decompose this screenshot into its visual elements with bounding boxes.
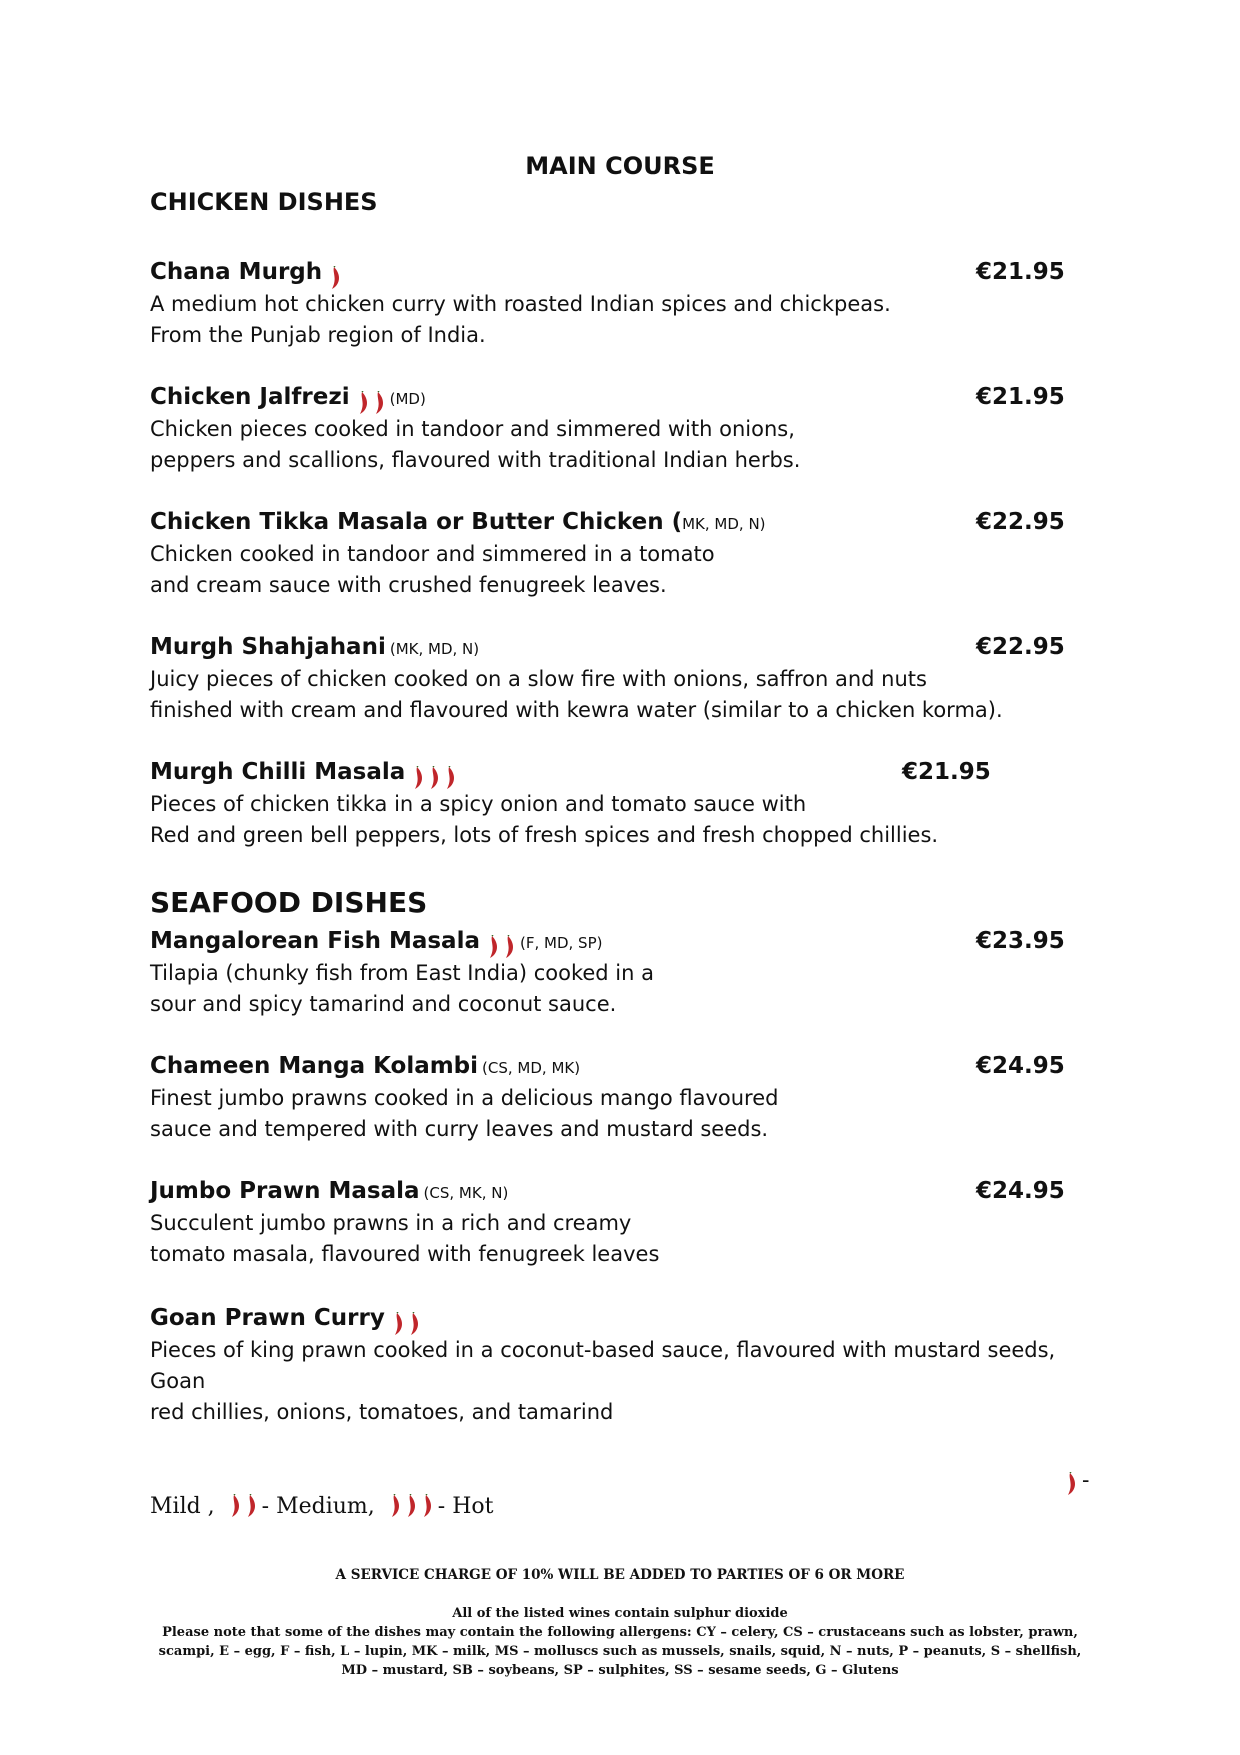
dish-desc-line: sauce and tempered with curry leaves and mustard seeds. (150, 1117, 769, 1141)
spice-legend (150, 1494, 494, 1522)
legend-mild-key (1066, 1468, 1089, 1496)
dish-chicken-tikka-masala (150, 505, 1080, 601)
dish-desc-line: sour and spicy tamarind and coconut sauce. (150, 992, 617, 1016)
dish-price: €21.95 (976, 384, 1065, 410)
dish-murgh-shahjahani (150, 630, 1080, 726)
dish-desc-line: and cream sauce with crushed fenugreek leaves. (150, 573, 667, 597)
chilli-pepper-icon (429, 766, 441, 790)
dish-allergens: (CS, MD, MK) (482, 1059, 581, 1077)
dish-name: Mangalorean Fish Masala (150, 928, 480, 954)
wine-sulphur-note: All of the listed wines contain sulphur dioxide (452, 1606, 788, 1621)
chilli-pepper-icon (406, 1494, 418, 1518)
dish-desc-line: Tilapia (chunky fish from East India) cooked in a (150, 961, 654, 985)
legend-medium: - Medium, (261, 1494, 375, 1519)
allergen-note: Please note that some of the dishes may contain the following allergens: CY – celery, CS – crustaceans such as lobster, prawn, scampi, E – egg, F – fish, L – lupin, MK – milk, MS – molluscs such as mussels, snails, squid, N – nuts, P – peanuts, S – shellfish, MD – mustard, SB – soybeans, SP – sulphites, SS – sesame seeds, G – Glutens (158, 1625, 1082, 1678)
dish-allergens: (F, MD, SP) (520, 934, 603, 952)
chilli-pepper-icon (413, 766, 425, 790)
dish-allergens: (MK, MD, N) (389, 640, 480, 658)
dish-allergens: MK, MD, N) (682, 515, 766, 533)
dish-price: €22.95 (976, 634, 1065, 660)
dish-desc-line: Finest jumbo prawns cooked in a delicious mango flavoured (150, 1086, 779, 1110)
chilli-rating (330, 260, 346, 294)
chilli-rating (230, 1494, 262, 1522)
chilli-pepper-icon (330, 266, 342, 290)
dish-desc-line: peppers and scallions, flavoured with traditional Indian herbs. (150, 448, 801, 472)
chilli-rating (488, 929, 520, 963)
dish-allergens-lead: ( (663, 509, 683, 535)
dish-allergens: (MD) (389, 390, 426, 408)
chilli-pepper-icon (504, 935, 516, 959)
dish-desc-line: Pieces of king prawn cooked in a coconut-based sauce, flavoured with mustard seeds, Goan (150, 1338, 1056, 1393)
allergen-footer (150, 1604, 1090, 1680)
dish-murgh-chilli-masala (150, 755, 1080, 851)
dish-chicken-jalfrezi (150, 380, 1080, 476)
chilli-pepper-icon (409, 1312, 421, 1336)
legend-hot: - Hot (437, 1494, 494, 1519)
chilli-pepper-icon (445, 766, 457, 790)
dish-allergens: (CS, MK, N) (423, 1184, 509, 1202)
dish-price: €24.95 (976, 1178, 1065, 1204)
chilli-pepper-icon (390, 1494, 402, 1518)
chilli-rating (413, 760, 461, 794)
dish-name: Goan Prawn Curry (150, 1305, 385, 1331)
dish-jumbo-prawn-masala (150, 1174, 1080, 1270)
dish-name: Jumbo Prawn Masala (150, 1178, 420, 1204)
chilli-pepper-icon (422, 1494, 434, 1518)
legend-mild: Mild , (150, 1494, 215, 1519)
dish-desc-line: red chillies, onions, tomatoes, and tamarind (150, 1400, 614, 1424)
dish-desc-line: Red and green bell peppers, lots of fresh spices and fresh chopped chillies. (150, 823, 939, 847)
dish-desc-line: Chicken pieces cooked in tandoor and simmered with onions, (150, 417, 795, 441)
chilli-pepper-icon (358, 391, 370, 415)
dish-desc-line: Pieces of chicken tikka in a spicy onion and tomato sauce with (150, 792, 807, 816)
section-title-seafood: SEAFOOD DISHES (150, 886, 428, 919)
dish-name: Chicken Jalfrezi (150, 384, 350, 410)
dish-name: Chicken Tikka Masala or Butter Chicken (150, 509, 664, 535)
chilli-rating (390, 1494, 438, 1522)
dish-chameen-manga-kolambi (150, 1049, 1080, 1145)
chilli-rating (393, 1306, 425, 1340)
dish-desc-line: From the Punjab region of India. (150, 323, 486, 347)
page-title: MAIN COURSE (525, 152, 715, 180)
dish-desc-line: tomato masala, flavoured with fenugreek leaves (150, 1242, 660, 1266)
dish-name: Murgh Chilli Masala (150, 759, 406, 785)
dish-price: €22.95 (976, 509, 1065, 535)
dish-price: €23.95 (976, 928, 1065, 954)
dish-name: Murgh Shahjahani (150, 634, 386, 660)
dish-desc-line: A medium hot chicken curry with roasted Indian spices and chickpeas. (150, 292, 891, 316)
legend-dash: - (1082, 1468, 1090, 1493)
chilli-pepper-icon (1066, 1472, 1078, 1496)
chilli-pepper-icon (393, 1312, 405, 1336)
chilli-rating (1066, 1471, 1082, 1496)
dish-price: €21.95 (902, 759, 991, 785)
section-title-chicken: CHICKEN DISHES (150, 188, 378, 216)
dish-chana-murgh (150, 255, 1080, 351)
dish-name: Chameen Manga Kolambi (150, 1053, 479, 1079)
dish-desc-line: Succulent jumbo prawns in a rich and creamy (150, 1211, 632, 1235)
chilli-pepper-icon (374, 391, 386, 415)
dish-mangalorean-fish-masala (150, 924, 1080, 1020)
dish-goan-prawn-curry (150, 1301, 1080, 1428)
dish-desc-line: Chicken cooked in tandoor and simmered in a tomato (150, 542, 715, 566)
chilli-pepper-icon (488, 935, 500, 959)
chilli-rating (358, 385, 390, 419)
dish-desc-line: finished with cream and flavoured with kewra water (similar to a chicken korma). (150, 698, 1003, 722)
chilli-pepper-icon (230, 1494, 242, 1518)
dish-price: €24.95 (976, 1053, 1065, 1079)
dish-price: €21.95 (976, 259, 1065, 285)
service-charge-note: A SERVICE CHARGE OF 10% WILL BE ADDED TO PARTIES OF 6 OR MORE (335, 1567, 905, 1583)
dish-name: Chana Murgh (150, 259, 323, 285)
chilli-pepper-icon (246, 1494, 258, 1518)
dish-desc-line: Juicy pieces of chicken cooked on a slow fire with onions, saffron and nuts (150, 667, 927, 691)
